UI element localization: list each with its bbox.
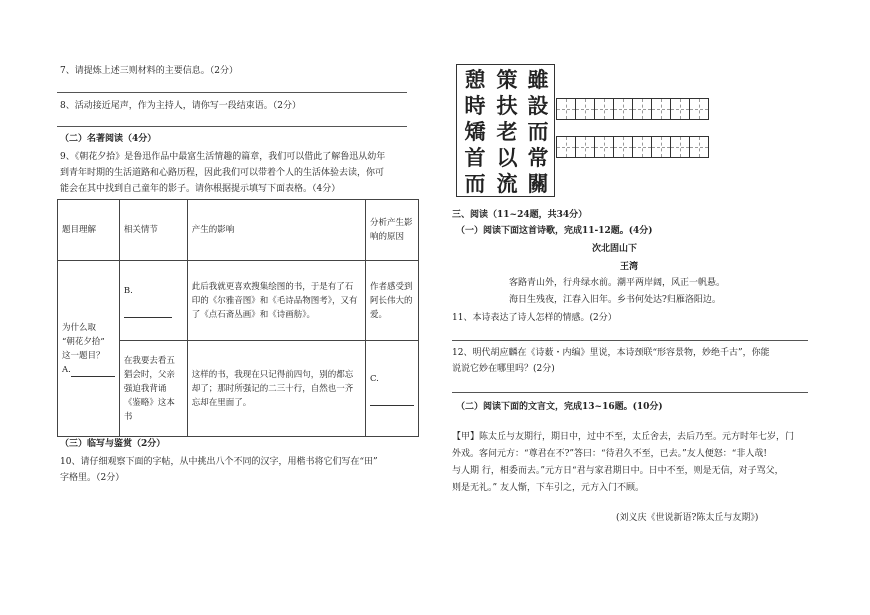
table-cell-b: [119, 261, 187, 341]
answer-c-label: C.: [369, 373, 379, 384]
question-12-line-1: 12、明代胡应麟在《诗薮・内编》里说，本诗颈联“形容景物，妙绝千古”，你能: [452, 348, 770, 358]
reading-table: [57, 199, 419, 437]
part-3-title: 三、阅读（11~24题，共34分）: [452, 210, 588, 220]
calligraphy-char: 以: [496, 145, 518, 170]
tianzige-cell[interactable]: [632, 136, 652, 158]
classical-line-3: 与人期 行，相委而去。”元方日“君与家君期日中。日中不至，则是无信，对子骂父，: [452, 466, 784, 476]
table-header-3: 产生的影响: [187, 200, 365, 261]
tianzige-cell[interactable]: [556, 98, 576, 120]
table-cell-impact-1: 此后我就更喜欢搜集绘图的书，于是有了石印的《尔雅音图》和《毛诗品物图考》，又有了《点石斋丛画》和《诗画舫》。: [187, 261, 365, 341]
tianzige-cell[interactable]: [689, 136, 709, 158]
classical-line-2: 外戏。客问元方：“尊君在不?”答曰：“待君久不至，已去。”友人便怒：“非人哉!: [452, 449, 767, 459]
question-8: 8、活动接近尾声，作为主持人，请你写一段结束语。（2分）: [60, 101, 301, 111]
calligraphy-char: 雖: [527, 67, 549, 92]
tianzige-cell[interactable]: [670, 98, 690, 120]
answer-line-q8: [57, 126, 407, 127]
calligraphy-char: 設: [527, 93, 549, 118]
cell-line: 这一题目？: [62, 350, 105, 361]
answer-c-blank[interactable]: [370, 397, 414, 406]
calligraphy-char: 流: [496, 171, 518, 196]
table-header-2: 相关情节: [119, 200, 187, 261]
calligraphy-char: 矯: [464, 119, 486, 144]
question-9-line-1: 9、《朝花夕拾》是鲁迅作品中最富生活情趣的篇章，我们可以借此了解鲁迅从幼年: [60, 152, 386, 162]
answer-line-q12: [452, 392, 808, 393]
calligraphy-column-3: [460, 67, 490, 197]
tianzige-row-1[interactable]: [556, 98, 708, 120]
classical-intro: （二）阅读下面的文言文，完成13~16题。(10分): [456, 402, 663, 412]
question-10-line-1: 10、请仔细观察下面的字帖，从中挑出八个不同的汉字，用楷书将它们写在“田”: [60, 457, 378, 467]
question-9-line-3: 能会在其中找到自己童年的影子。请你根据提示填写下面表格。（4分）: [60, 184, 341, 194]
calligraphy-char: 而: [464, 171, 486, 196]
calligraphy-char: 老: [496, 119, 518, 144]
question-12-line-2: 说说它妙在哪里吗？(2分): [452, 364, 555, 374]
tianzige-row-2[interactable]: [556, 136, 708, 158]
table-cell-title-understanding: [58, 261, 120, 437]
calligraphy-char: 時: [464, 93, 486, 118]
tianzige-cell[interactable]: [594, 136, 614, 158]
table-header-4: 分析产生影响的原因: [365, 200, 418, 261]
calligraphy-sample: [456, 64, 555, 197]
poem-title: 次北固山下: [592, 244, 638, 254]
calligraphy-char: 策: [496, 67, 518, 92]
poem-intro: （一）阅读下面这首诗歌，完成11-12题。(4分): [456, 226, 653, 236]
calligraphy-char: 關: [527, 171, 549, 196]
poem-line-1: 客路青山外，行舟绿水前。潮平两岸阔，风正一帆悬。: [509, 278, 726, 288]
cell-line: 为什么取: [62, 322, 97, 333]
calligraphy-column-1: [523, 67, 553, 197]
tianzige-cell[interactable]: [689, 98, 709, 120]
table-cell-impact-2: 这样的书，我现在只记得前四句，别的都忘却了；那时所强记的二三十行，自然也一齐忘却在里面了。: [187, 341, 365, 437]
tianzige-cell[interactable]: [613, 98, 633, 120]
tianzige-cell[interactable]: [670, 136, 690, 158]
calligraphy-char: 憩: [464, 67, 486, 92]
tianzige-cell[interactable]: [613, 136, 633, 158]
tianzige-cell[interactable]: [556, 136, 576, 158]
tianzige-cell[interactable]: [575, 136, 595, 158]
question-10-line-2: 字格里。（2分）: [60, 473, 125, 483]
tianzige-cell[interactable]: [594, 98, 614, 120]
tianzige-cell[interactable]: [651, 98, 671, 120]
answer-a-blank[interactable]: [71, 368, 115, 377]
question-9-line-2: 到青年时期的生活道路和心路历程，因此我们可以带着个人的生活体验去读，你可: [60, 168, 385, 178]
table-cell-c: [365, 341, 418, 437]
calligraphy-char: 而: [527, 119, 549, 144]
classical-line-4: 则是无礼。” 友人惭，下车引之，元方入门不顾。: [452, 483, 644, 493]
answer-b-label: B.: [123, 285, 133, 296]
table-header-1: 题目理解: [58, 200, 120, 261]
tianzige-cell[interactable]: [575, 98, 595, 120]
poem-author: 王湾: [620, 262, 639, 272]
answer-a: [62, 363, 115, 377]
section-2-title: （二）名著阅读（4分）: [60, 134, 157, 144]
question-11: 11、本诗表达了诗人怎样的情感。(2分）: [452, 313, 617, 323]
tianzige-cell[interactable]: [632, 98, 652, 120]
poem-line-2: 海日生残夜，江春入旧年。乡书何处达?归雁洛阳边。: [509, 295, 721, 305]
classical-source: (刘义庆《世说新语?陈太丘与友期》): [616, 513, 759, 523]
answer-line-q7: [57, 92, 407, 93]
section-3-title: （三）临写与鉴赏（2分）: [60, 439, 166, 449]
answer-line-q11: [452, 340, 808, 341]
calligraphy-column-2: [492, 67, 522, 197]
table-cell-plot-2: 在我要去看五猖会时，父亲强迫我背诵《鉴略》这本书: [119, 341, 187, 437]
cell-line: “朝花夕拾”: [62, 336, 105, 347]
calligraphy-char: 扶: [496, 93, 518, 118]
answer-b-blank[interactable]: [124, 309, 172, 318]
question-7: 7、请提炼上述三则材料的主要信息。（2分）: [60, 66, 238, 76]
calligraphy-char: 首: [464, 145, 486, 170]
answer-a-label: A.: [62, 364, 71, 375]
tianzige-cell[interactable]: [651, 136, 671, 158]
table-cell-reason-1: 作者感受到阿长伟大的爱。: [365, 261, 418, 341]
calligraphy-char: 常: [527, 145, 549, 170]
classical-line-1: 【甲】陈太丘与友期行，期日中，过中不至，太丘舍去，去后乃至。元方时年七岁，门: [452, 432, 795, 442]
